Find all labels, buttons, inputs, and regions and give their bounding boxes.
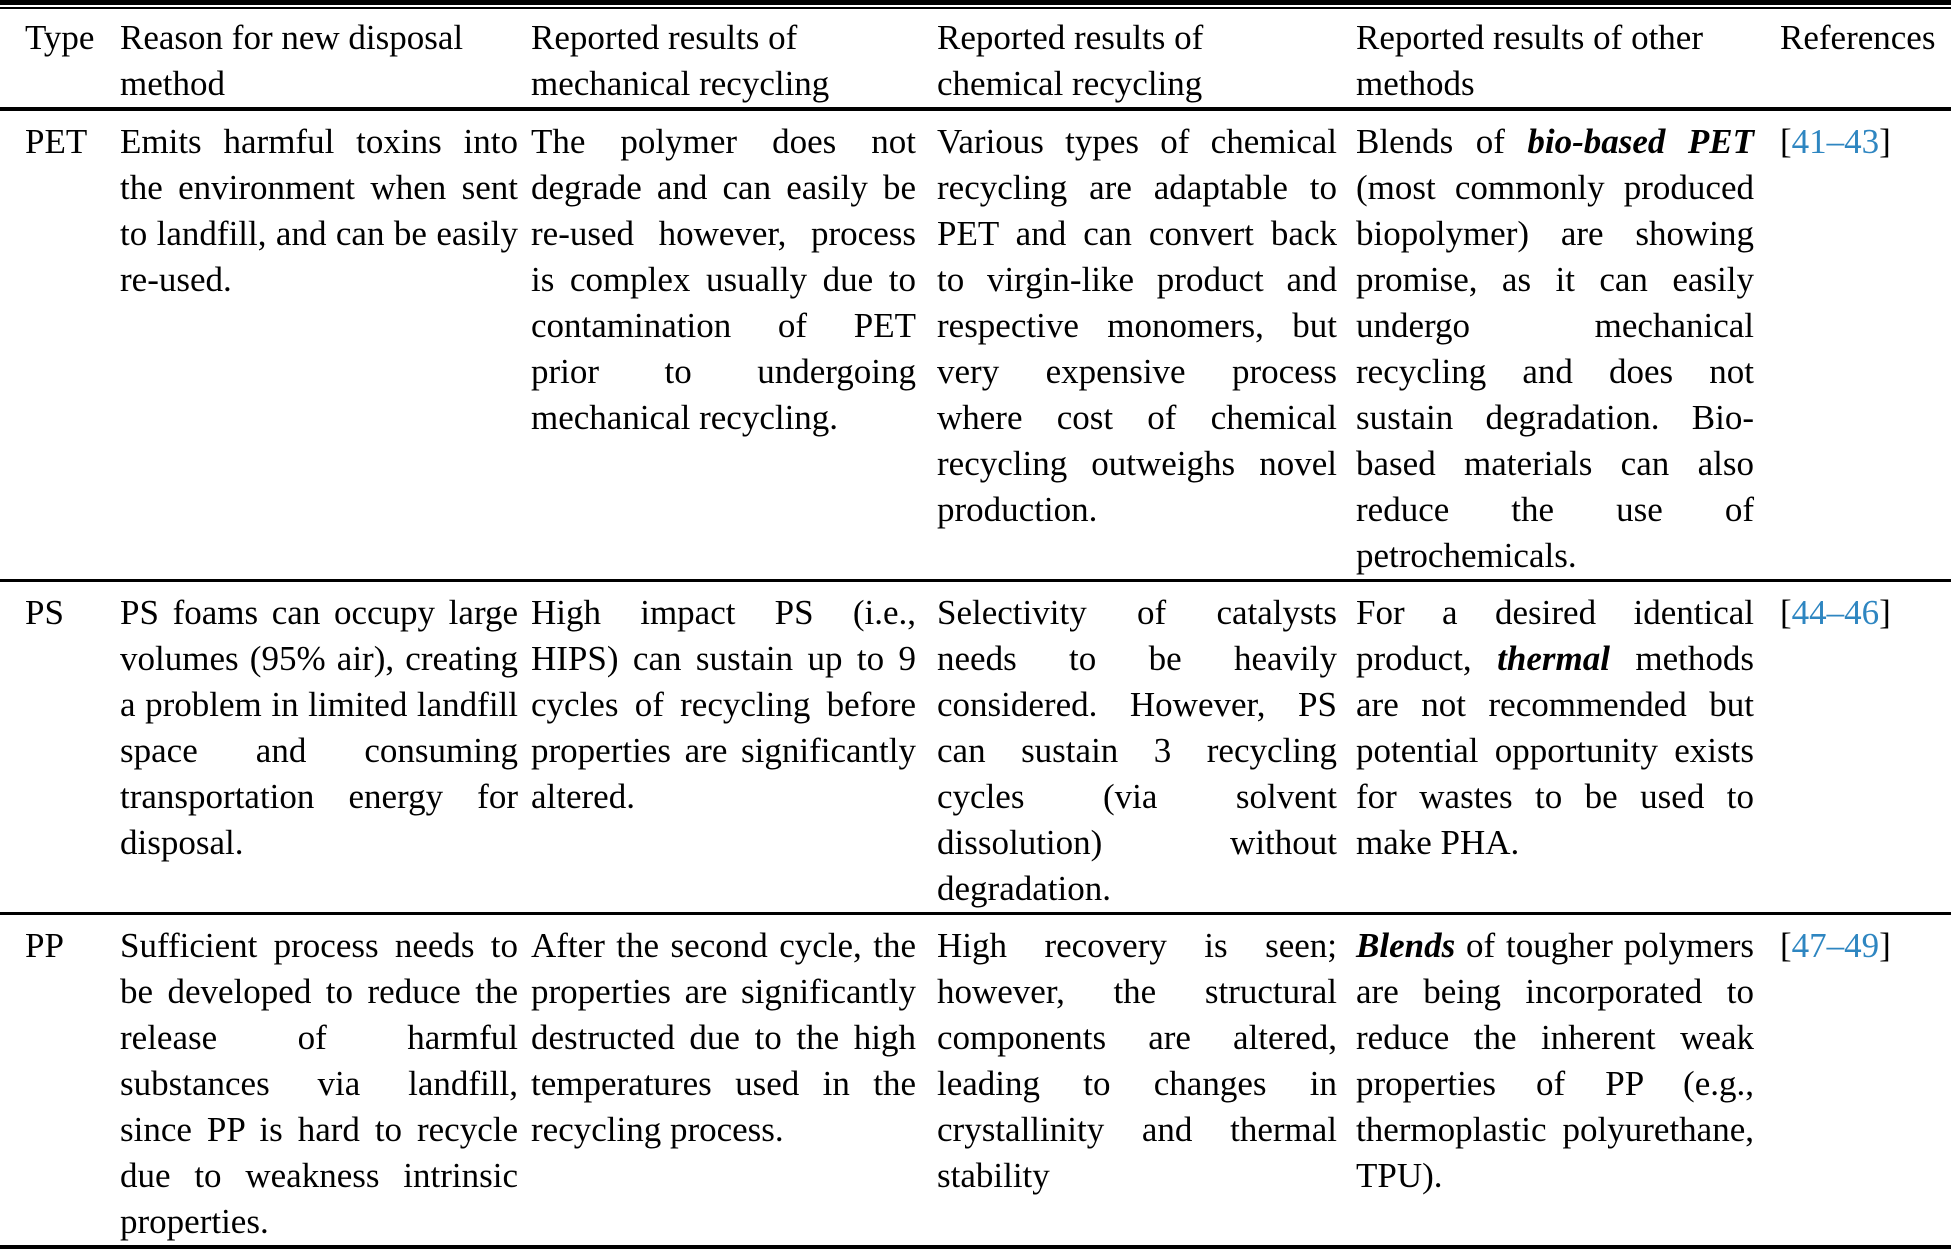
- citation-link[interactable]: 47–49: [1791, 926, 1880, 965]
- citation-bracket-close: ]: [1879, 593, 1891, 632]
- column-header-type: Type: [25, 18, 95, 57]
- emphasis-text: Blends: [1356, 926, 1456, 965]
- column-header-chemical: Reported results of chemical recycling: [937, 18, 1204, 103]
- citation-link[interactable]: 44–46: [1791, 593, 1880, 632]
- text-segment: The polymer does not degrade and can easily be re-used however, process is complex usually due to contamination of PET prior to undergoing mechanical recycling.: [531, 122, 916, 437]
- cell-mechanical-results: [531, 109, 937, 581]
- header-row: [0, 9, 1951, 109]
- plastic-recycling-comparison-table: [0, 9, 1951, 1249]
- emphasis-text: thermal: [1497, 639, 1610, 678]
- table-row-pet: [0, 109, 1951, 581]
- text-segment: Emits harmful toxins into the environment when sent to landfill, and can be easily re-used.: [120, 122, 518, 299]
- reference-citation: [1780, 122, 1891, 161]
- table-row-ps: [0, 581, 1951, 914]
- cell-references: [1769, 109, 1951, 581]
- text-segment: High recovery is seen; however, the structural components are altered, leading to changes in crystallinity and thermal stability: [937, 926, 1337, 1195]
- text-segment: Selectivity of catalysts needs to be heavily considered. However, PS can sustain 3 recycling cycles (via solvent dissolution) without degradation.: [937, 593, 1337, 908]
- cell-mechanical-results: [531, 914, 937, 1248]
- column-header-reason: Reason for new disposal method: [120, 18, 464, 103]
- text-segment: Sufficient process needs to be developed to reduce the release of harmful substances via landfill, since PP is hard to recycle due to weakness intrinsic properties.: [120, 926, 518, 1241]
- cell-reason: [120, 914, 531, 1248]
- emphasis-text: bio-based PET: [1527, 122, 1754, 161]
- citation-bracket-open: [: [1780, 122, 1792, 161]
- reference-citation: [1780, 593, 1891, 632]
- cell-references: [1769, 581, 1951, 914]
- text-segment: PS foams can occupy large volumes (95% air), creating a problem in limited landfill space and consuming transportation energy for disposal.: [120, 593, 518, 862]
- text-segment: Various types of chemical recycling are adaptable to PET and can convert back to virgin-like product and respective monomers, but very expensive process where cost of chemical recycling outweighs novel production.: [937, 122, 1337, 529]
- column-header-references: References: [1780, 18, 1936, 57]
- cell-chemical-results: [937, 581, 1356, 914]
- table-row-pp: [0, 914, 1951, 1248]
- cell-chemical-results: [937, 109, 1356, 581]
- cell-reason: [120, 581, 531, 914]
- cell-other-results: [1356, 914, 1769, 1248]
- cell-other-results: [1356, 109, 1769, 581]
- cell-type: PS: [25, 593, 64, 632]
- citation-link[interactable]: 41–43: [1791, 122, 1880, 161]
- column-header-mechanical: Reported results of mechanical recycling: [531, 18, 830, 103]
- cell-other-results: [1356, 581, 1769, 914]
- text-segment: For a desired identical product,: [1356, 593, 1754, 678]
- text-segment: methods are not recommended but potential opportunity exists for wastes to be used to make PHA.: [1356, 639, 1754, 862]
- citation-bracket-close: ]: [1879, 122, 1891, 161]
- citation-bracket-open: [: [1780, 926, 1792, 965]
- text-segment: After the second cycle, the properties are significantly destructed due to the high temperatures used in the recycling process.: [531, 926, 916, 1149]
- cell-reason: [120, 109, 531, 581]
- column-header-other: Reported results of other methods: [1356, 18, 1703, 103]
- table-body: [0, 109, 1951, 1247]
- cell-type: PP: [25, 926, 64, 965]
- text-segment: High impact PS (i.e., HIPS) can sustain up to 9 cycles of recycling before properties are significantly altered.: [531, 593, 916, 816]
- table-header: [0, 9, 1951, 109]
- citation-bracket-open: [: [1780, 593, 1792, 632]
- text-segment: (most commonly produced biopolymer) are showing promise, as it can easily undergo mechanical recycling and does not sustain degradation. Bio-based materials can also reduce the use of petrochemicals.: [1356, 168, 1754, 575]
- cell-references: [1769, 914, 1951, 1248]
- reference-citation: [1780, 926, 1891, 965]
- citation-bracket-close: ]: [1879, 926, 1891, 965]
- text-segment: Blends of: [1356, 122, 1528, 161]
- cell-type: PET: [25, 122, 88, 161]
- cell-mechanical-results: [531, 581, 937, 914]
- text-segment: of tougher polymers are being incorporated to reduce the inherent weak properties of PP (e.g., thermoplastic polyurethane, TPU).: [1356, 926, 1754, 1195]
- cell-chemical-results: [937, 914, 1356, 1248]
